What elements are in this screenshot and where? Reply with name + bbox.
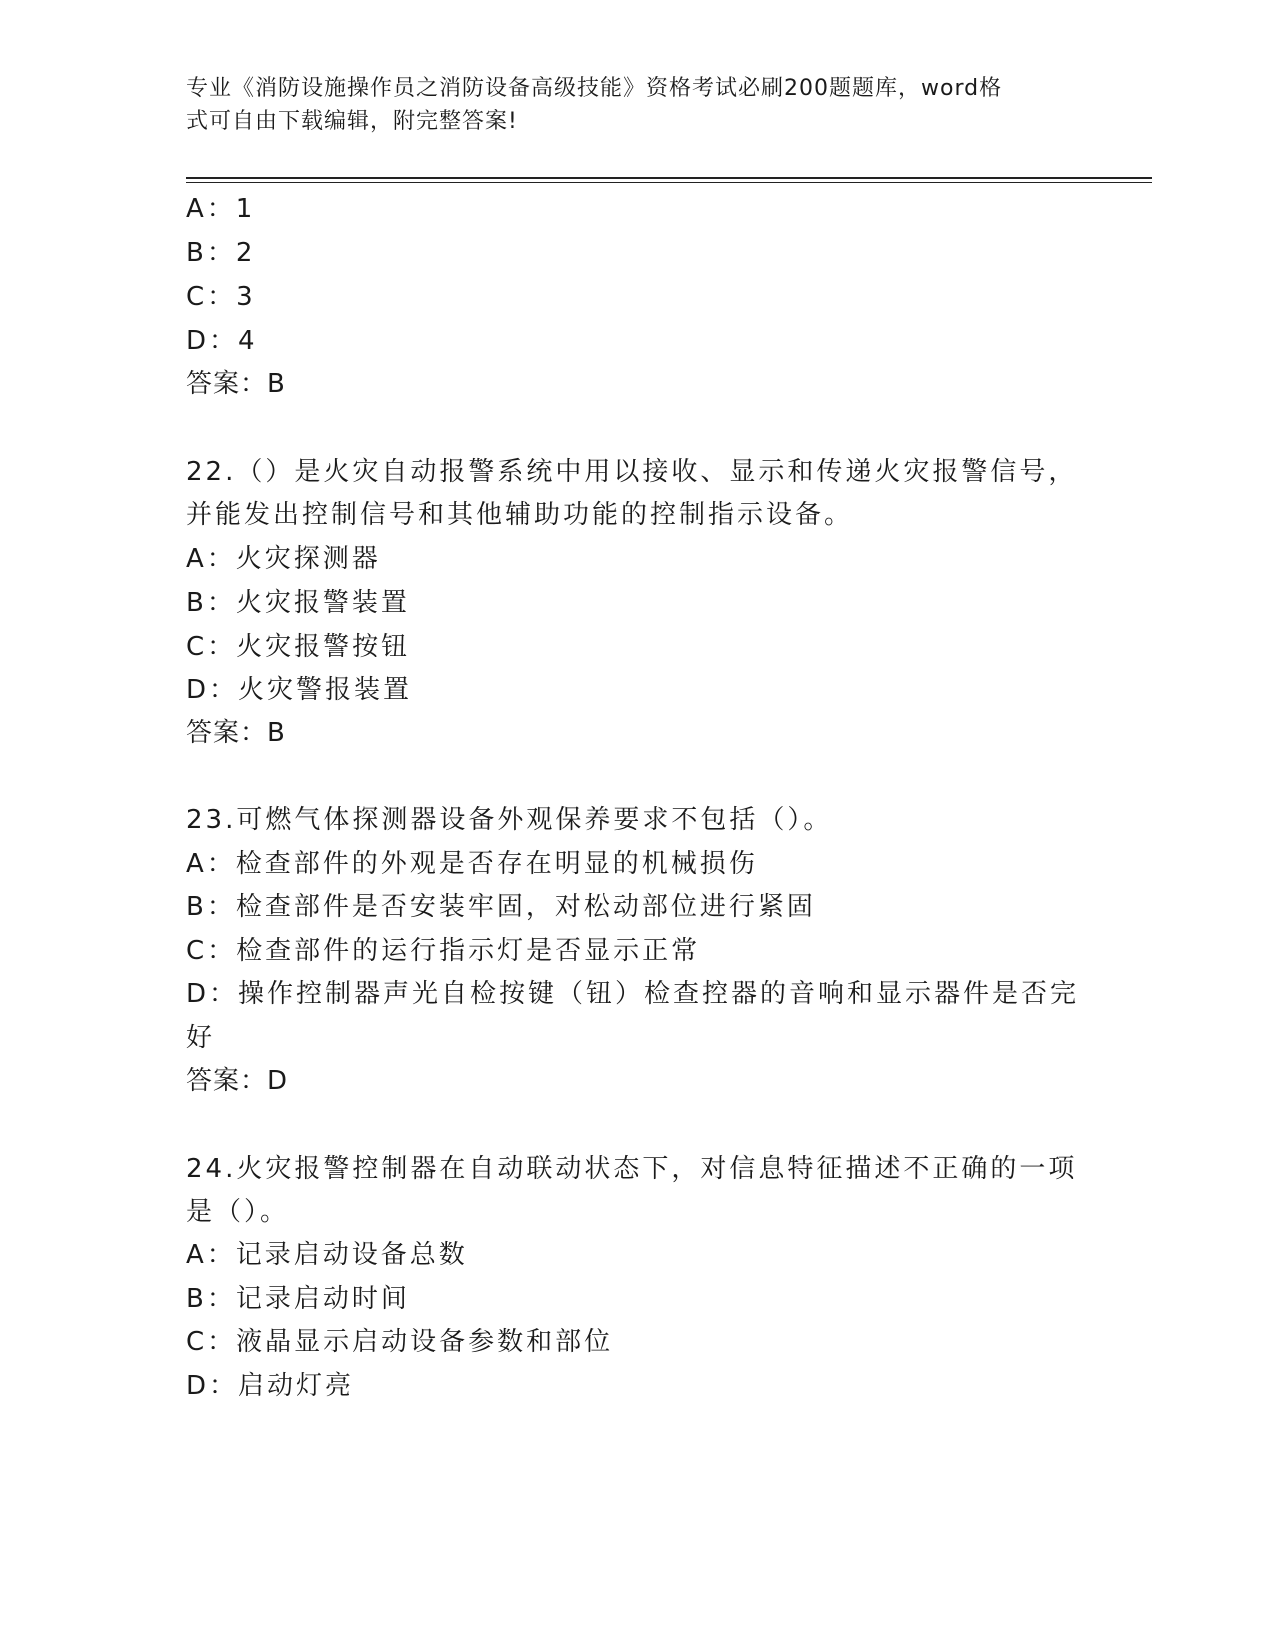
q23-option-d-line-2: 好 <box>186 1023 216 1053</box>
q24-option-a: A：记录启动设备总数 <box>186 1240 468 1270</box>
q24-option-b: B：记录启动时间 <box>186 1284 410 1314</box>
q21-answer: 答案：B <box>186 369 286 399</box>
q21-option-d: D：4 <box>186 326 258 356</box>
header-rule-thin <box>186 182 1152 183</box>
q22-option-c: C：火灾报警按钮 <box>186 632 411 662</box>
q23-answer: 答案：D <box>186 1066 289 1096</box>
q22-option-a: A：火灾探测器 <box>186 544 381 574</box>
q21-option-c: C：3 <box>186 282 256 312</box>
q24-stem-line-1: 24.火灾报警控制器在自动联动状态下，对信息特征描述不正确的一项 <box>186 1154 1078 1184</box>
q24-option-d: D：启动灯亮 <box>186 1371 355 1401</box>
q22-option-d: D：火灾警报装置 <box>186 675 413 705</box>
q23-option-a: A：检查部件的外观是否存在明显的机械损伤 <box>186 849 758 879</box>
header-line-1: 专业《消防设施操作员之消防设备高级技能》资格考试必刷200题题库，word格 <box>186 76 1003 101</box>
document-header <box>186 72 1066 138</box>
q23-option-b: B：检查部件是否安装牢固，对松动部位进行紧固 <box>186 892 816 922</box>
header-line-2: 式可自由下载编辑，附完整答案! <box>186 109 518 134</box>
header-rule-thick <box>186 177 1152 179</box>
q24-stem-line-2: 是（）。 <box>186 1197 290 1227</box>
q22-stem-line-2: 并能发出控制信号和其他辅助功能的控制指示设备。 <box>186 500 854 530</box>
q24-option-c: C：液晶显示启动设备参数和部位 <box>186 1327 614 1357</box>
q23-stem-line-1: 23.可燃气体探测器设备外观保养要求不包括（）。 <box>186 805 833 835</box>
q22-stem-line-1: 22.（）是火灾自动报警系统中用以接收、显示和传递火灾报警信号， <box>186 457 1078 487</box>
q22-option-b: B：火灾报警装置 <box>186 588 410 618</box>
q21-option-a: A：1 <box>186 194 256 224</box>
q22-answer: 答案：B <box>186 718 286 748</box>
q21-option-b: B：2 <box>186 238 256 268</box>
q23-option-d-line-1: D：操作控制器声光自检按键（钮）检查控器的音响和显示器件是否完 <box>186 979 1080 1009</box>
q23-option-c: C：检查部件的运行指示灯是否显示正常 <box>186 936 701 966</box>
